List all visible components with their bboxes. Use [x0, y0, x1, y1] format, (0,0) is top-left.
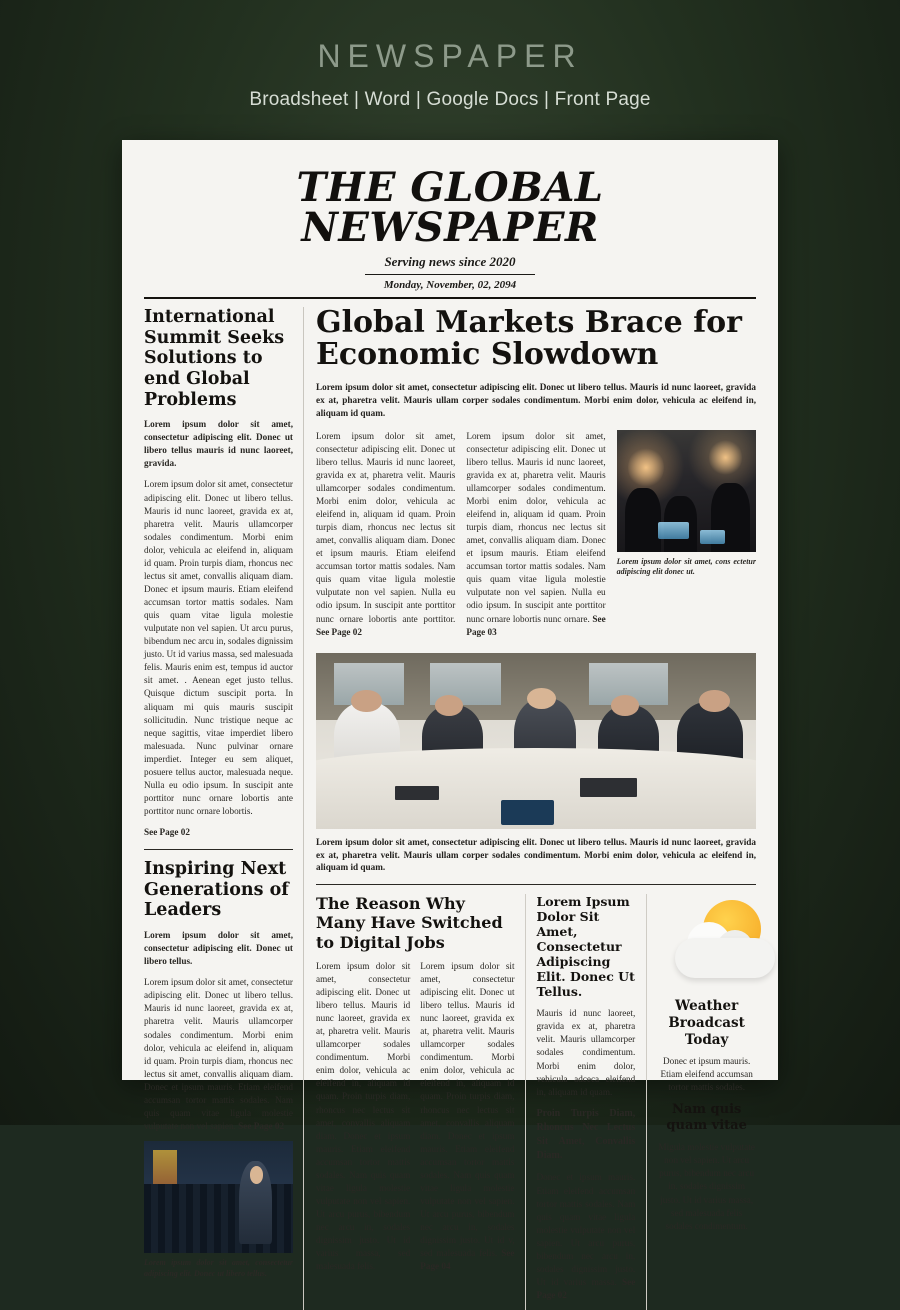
- lead-column-1: [316, 430, 455, 647]
- article-headline: Inspiring Next Generations of Leaders: [144, 859, 289, 921]
- night-office-meeting-photo: [617, 430, 756, 552]
- lead-column-3: [617, 430, 756, 647]
- laptop-shape: [580, 778, 637, 797]
- cloud-base-shape: [675, 938, 775, 978]
- weather-paragraph: Donec et ipsum mauris. Etiam eleifend accumsan tortor mattis sodales.: [660, 1055, 753, 1092]
- newspaper-title: THE GLOBAL NEWSPAPER: [296, 164, 604, 251]
- laptop-screen-shape: [658, 522, 689, 539]
- continued-link[interactable]: See Page 02: [238, 1120, 285, 1131]
- page-grid: [144, 307, 756, 1310]
- right-sidebar: [525, 894, 635, 1310]
- photo-caption: Lorem ipsum dolor sit amet, cons ectetur adipiscing elit donec ut.: [616, 556, 756, 577]
- article-paragraph: Lorem ipsum dolor sit amet, consectetur adipiscing elit. Donec ut libero tellus. Mauris id nunc laoreet, gravida ex at, pharetra velit. Mauris ullamcorper sodales condimentum. Morbi enim dolor, vehicula ac eleifend in, aliquam id quam. Proin turpis diam, rhoncus nec lectus sit amet, convallis aliquam diam. Donec et ipsum mauris. Etiam eleifend accumsan tortor mattis sodales. Nam quis quam vitae ligula molestie vulputate non vel sapien. Ut arcu purus, bibendum nec arcu in, sodales dignissim justo. Ut id varius massa, sed malesuada felis. Mauris enim est, tempus id auctor sit amet. . Aenean eget justo tellus. Quisque dictum suscipit porta. In aliquam mi quis mauris suscipit sollicitudin. Nunc tristique neque ac neque sagittis, vitae imperdiet libero malesuada. Nunc pulvinar ornare imperdiet. Integer eu sem aliquet, posuere tellus auctor, malesuada neque. Nulla eu odio ipsum. In suscipit ante porttitor nunc ornare lobortis ante porttitor nunc ornare lobortis.: [144, 479, 294, 817]
- bottom-section: [316, 894, 756, 1310]
- photo-caption: Lorem ipsum dolor sit amet, consectetur adipiscing elit. Donec ut libero tellus.: [144, 1258, 293, 1278]
- lead-deck: Lorem ipsum dolor sit amet, consectetur adipiscing elit. Donec ut libero tellus. Mauris id nunc laoreet, gravida ex at, pharetra velit. Mauris ullam corper sodales condimentum. Morbi enim dolor, vehicula ac eleifend in, aliquam id quam.: [316, 381, 756, 419]
- weather-block: [646, 894, 756, 1310]
- article-paragraph: Lorem ipsum dolor sit amet, consectetur adipiscing elit. Donec ut libero tellus. Mauris id nunc laoreet, gravida ex at, pharetra velit. Mauris ullamcorper sodales condimentum. Morbi enim dolor, vehicula ac eleifend in, aliquam id quam. Proin turpis diam, rhoncus nec lectus sit amet, convallis aliquam diam. Donec et ipsum mauris. Etiam eleifend accumsan tortor mattis sodales. Nam quis quam vitae ligula molestie vulputate non vel sapien. Ut arcu purus, bibendum nec arcu in, sodales dignissim justo. Ut id varius massa, sed malesuada felis.: [316, 960, 411, 1272]
- lead-headline: Global Markets Brace for Economic Slowdown: [316, 305, 742, 372]
- continued-link[interactable]: See Page 03: [466, 613, 606, 637]
- masthead-tagline: Serving news since 2020: [384, 254, 516, 269]
- main-divider: [316, 884, 756, 885]
- laptop-shape: [395, 786, 439, 800]
- continued-link[interactable]: See Page 04: [420, 1248, 515, 1272]
- lamp-glow-shape: [709, 439, 742, 476]
- article-lead-paragraph: Lorem ipsum dolor sit amet, consectetur adipiscing elit. Donec ut libero tellus mauris id nunc laoreet, gravida.: [144, 419, 293, 469]
- person-head-shape: [699, 690, 730, 713]
- continued-link[interactable]: See Page 02: [536, 1276, 636, 1300]
- article-lead-paragraph: Lorem ipsum dolor sit amet, consectetur adipiscing elit. Donec ut libero tellus.: [144, 930, 293, 967]
- photo-caption: Lorem ipsum dolor sit amet, consectetur adipiscing elit. Donec ut libero tellus. Mauris id nunc laoreet, gravida ex at, pharetra velit. Mauris ullam corper sodales condimentum. Morbi enim dolor, vehicula ac eleifend in, aliquam id quam.: [316, 836, 756, 873]
- audience-and-speaker-photo: [144, 1141, 293, 1253]
- sun-behind-cloud-icon: [657, 898, 756, 994]
- promo-header: [0, 0, 900, 111]
- article-digital-jobs: [316, 894, 514, 1310]
- laptop-screen-shape: [700, 530, 725, 545]
- article-paragraph: Lorem ipsum dolor sit amet, consectetur adipiscing elit. Donec ut libero tellus. Mauris id nunc laoreet, gravida ex at, pharetra velit. Mauris ullamcorper sodales condimentum. Morbi enim dolor, vehicula ac eleifend in, aliquam id quam. Proin turpis diam, rhoncus nec lectus sit amet, convallis aliquam diam. Donec et ipsum mauris. Etiam eleifend accumsan tortor mattis sodales. Nam quis quam vitae ligula molestie vulputate non vel sapien. Ut arcu purus, bibendum nec arcu in, sodales dignissim justo. Ut id v, sed malesuada felis. See Page 04: [420, 960, 515, 1272]
- lead-paragraph: Lorem ipsum dolor sit amet, consectetur adipiscing elit. Donec ut libero tellus. Mauris id nunc laoreet, gravida ex at, pharetra velit. Mauris ullamcorper sodales condimentum. Morbi enim dolor, vehicula ac eleifend in, aliquam id quam. Proin turpis diam, rhoncus nec lectus sit amet, convallis aliquam diam. Donec et ipsum mauris. Etiam eleifend accumsan tortor mattis sodales. Nam quis quam vitae ligula molestie vulputate non vel sapien. Nulla eu odio ipsum. In suscipit ante porttitor nunc ornare lobortis ante porttitor. See Page 02: [316, 430, 456, 637]
- lead-three-column-block: [316, 430, 756, 647]
- lead-column-2: [466, 430, 605, 647]
- continued-link[interactable]: See Page 02: [144, 827, 190, 838]
- sidebar-subheadline: Proin Turpis Diam, Rhoncus Nec Lectus Sit Amet, Convallis Diam.: [536, 1107, 636, 1162]
- promo-title: NEWSPAPER: [317, 38, 583, 74]
- tablet-shape: [501, 800, 554, 825]
- masthead-date: Monday, November, 02, 2094: [383, 279, 517, 291]
- left-column: [144, 307, 304, 1310]
- newspaper-page: [122, 140, 778, 1300]
- continued-link[interactable]: See Page 02: [316, 626, 362, 637]
- sidebar-paragraph: Donec et ipsum mauris. Etiam eleifend accumsan tortor mattis sodales. Nam quis quam vitae ligula molestie vulputate non vel sapien. Ut arcu purus, bibendum nec arcu in, sodales dignissim justo. Ut id varius massa. See Page 02: [536, 1172, 636, 1300]
- masthead-bottom-rule: [144, 297, 756, 299]
- weather-subheadline: Nam quis quam vitae: [666, 1102, 747, 1133]
- boardroom-meeting-photo: [316, 653, 756, 829]
- lamp-glow-shape: [628, 447, 664, 488]
- article-headline: International Summit Seeks Solutions to end Global Problems: [144, 307, 285, 410]
- weather-paragraph: Migula molestie vulputate non vel sapien. Ut arcu purus, bibendum nec arcu in, sodales dignissim justo. Ut id varius massa, sed malesuada felis sodales condimentum.: [658, 1142, 755, 1231]
- main-column: [304, 307, 756, 1310]
- sidebar-paragraph: Mauris id nunc laoreet, gravida ex at, pharetra velit. Mauris ullamcorper sodales condimentum. Morbi enim dolor, vehicula adceca eleifend in, aliquam id quam.: [536, 1008, 636, 1097]
- article-paragraph: Lorem ipsum dolor sit amet, consectetur adipiscing elit. Donec ut libero tellus. Mauris id nunc laoreet, gravida ex at, pharetra velit. Mauris ullamcorper sodales condimentum. Morbi enim dolor, vehicula ac eleifend in, aliquam id quam. Proin turpis diam, rhoncus nec lectus sit amet, convallis aliquam diam. Donec et ipsum mauris. Etiam eleifend accumsan tortor mattis sodales. Nam quis quam vitae ligula molestie vulputate non vel sapien. See Page 02: [144, 977, 293, 1131]
- article-headline: The Reason Why Many Have Switched to Digital Jobs: [316, 894, 503, 952]
- left-divider-1: [144, 849, 293, 850]
- person-head-shape: [527, 688, 556, 709]
- sidebar-headline: Lorem Ipsum Dolor Sit Amet, Consectetur Adipiscing Elit. Donec Ut Tellus.: [536, 894, 635, 1000]
- weather-title: Weather Broadcast Today: [668, 998, 745, 1048]
- speaker-head-shape: [250, 1166, 263, 1184]
- article-inspiring-leaders: [144, 859, 293, 1279]
- lead-paragraph: Lorem ipsum dolor sit amet, consectetur adipiscing elit. Donec ut libero tellus. Mauris id nunc laoreet, gravida ex at, pharetra velit. Mauris ullamcorper sodales condimentum. Morbi enim dolor, vehicula ac eleifend in, aliquam id quam. Proin turpis diam, rhoncus nec lectus sit amet, convallis aliquam diam. Donec et ipsum mauris. Etiam eleifend accumsan tortor mattis sodales. Nam quis quam vitae ligula molestie vulputate non vel sapien. Nulla eu odio ipsum. In suscipit ante porttitor nunc ornare lobortis nunc ornare. See Page 03: [466, 430, 606, 637]
- promo-subtitle: Broadsheet | Word | Google Docs | Front Page: [249, 89, 651, 110]
- article-international-summit: [144, 307, 293, 839]
- masthead: [144, 164, 756, 291]
- person-shape: [625, 488, 661, 551]
- masthead-divider: [365, 274, 535, 275]
